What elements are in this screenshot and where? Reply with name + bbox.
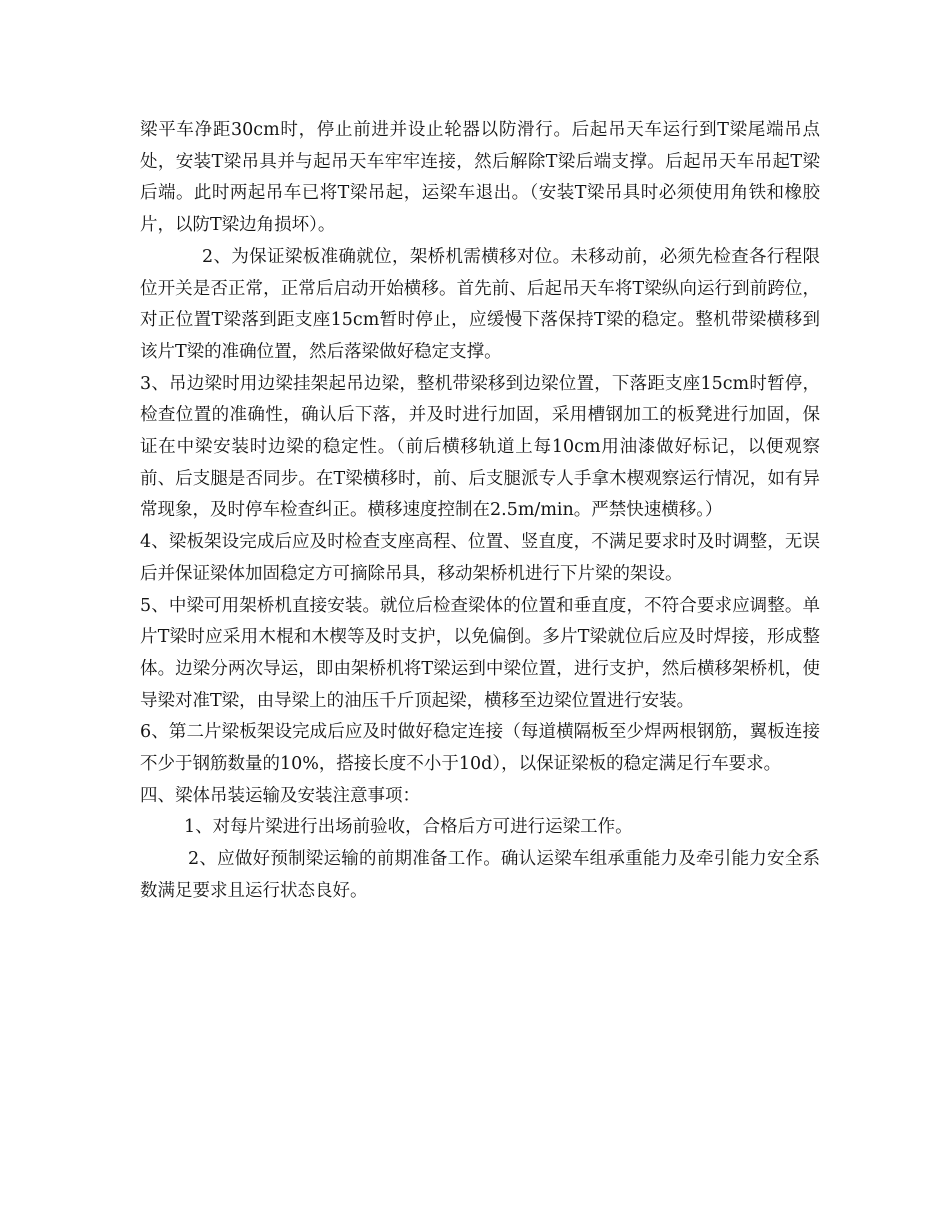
paragraph-item-5: 5、中梁可用架桥机直接安装。就位后检查梁体的位置和垂直度，不符合要求应调整。单片T梁时应采用木棍和木楔等及时支护，以免偏倒。多片T梁就位后应及时焊接，形成整体。边梁分两次导运，即由架桥机将T梁运到中梁位置，进行支护，然后横移架桥机，使导梁对准T梁，由导梁上的油压千斤顶起梁，横移至边梁位置进行安装。 xyxy=(140,595,820,711)
paragraph-item-6: 6、第二片梁板架设完成后应及时做好稳定连接（每道横隔板至少焊两根钢筋，翼板连接不少于钢筋数量的10%，搭接长度不小于10d），以保证梁板的稳定满足行车要求。 xyxy=(140,722,820,775)
paragraph-item-3: 3、吊边梁时用边梁挂架起吊边梁，整机带梁移到边梁位置，下落距支座15cm时暂停，检查位置的准确性，确认后下落，并及时进行加固，采用槽钢加工的板凳进行加固，保证在中梁安装时边梁的稳定性。（前后横移轨道上每10cm用油漆做好标记，以便观察前、后支腿是否同步。在T梁横移时，前、后支腿派专人手拿木楔观察运行情况，如有异常现象，及时停车检查纠正。横移速度控制在2.5m/min。严禁快速横移。） xyxy=(140,373,820,521)
section-heading: 四、梁体吊装运输及安装注意事项： xyxy=(140,785,420,806)
document-body xyxy=(140,115,820,908)
paragraph-note-2: 2、应做好预制梁运输的前期准备工作。确认运梁车组承重能力及牵引能力安全系数满足要求且运行状态良好。 xyxy=(140,849,820,901)
paragraph-item-4: 4、梁板架设完成后应及时检查支座高程、位置、竖直度，不满足要求时及时调整，无误后并保证梁体加固稳定方可摘除吊具，移动架桥机进行下片梁的架设。 xyxy=(140,532,820,584)
paragraph-item-2: 2、为保证梁板准确就位，架桥机需横移对位。未移动前，必须先检查各行程限位开关是否正常，正常后启动开始横移。首先前、后起吊天车将T梁纵向运行到前跨位，对正位置T梁落到距支座15cm暂时停止，应缓慢下落保持T梁的稳定。整机带梁横移到该片T梁的准确位置，然后落梁做好稳定支撑。 xyxy=(140,246,820,362)
paragraph-note-1: 1、对每片梁进行出场前验收，合格后方可进行运梁工作。 xyxy=(184,817,633,838)
paragraph-continuation: 梁平车净距30cm时，停止前进并设止轮器以防滑行。后起吊天车运行到T梁尾端吊点处，安装T梁吊具并与起吊天车牢牢连接，然后解除T梁后端支撑。后起吊天车吊起T梁后端。此时两起吊车已将T梁吊起，运梁车退出。（安装T梁吊具时必须使用角铁和橡胶片，以防T梁边角损坏）。 xyxy=(140,120,820,236)
